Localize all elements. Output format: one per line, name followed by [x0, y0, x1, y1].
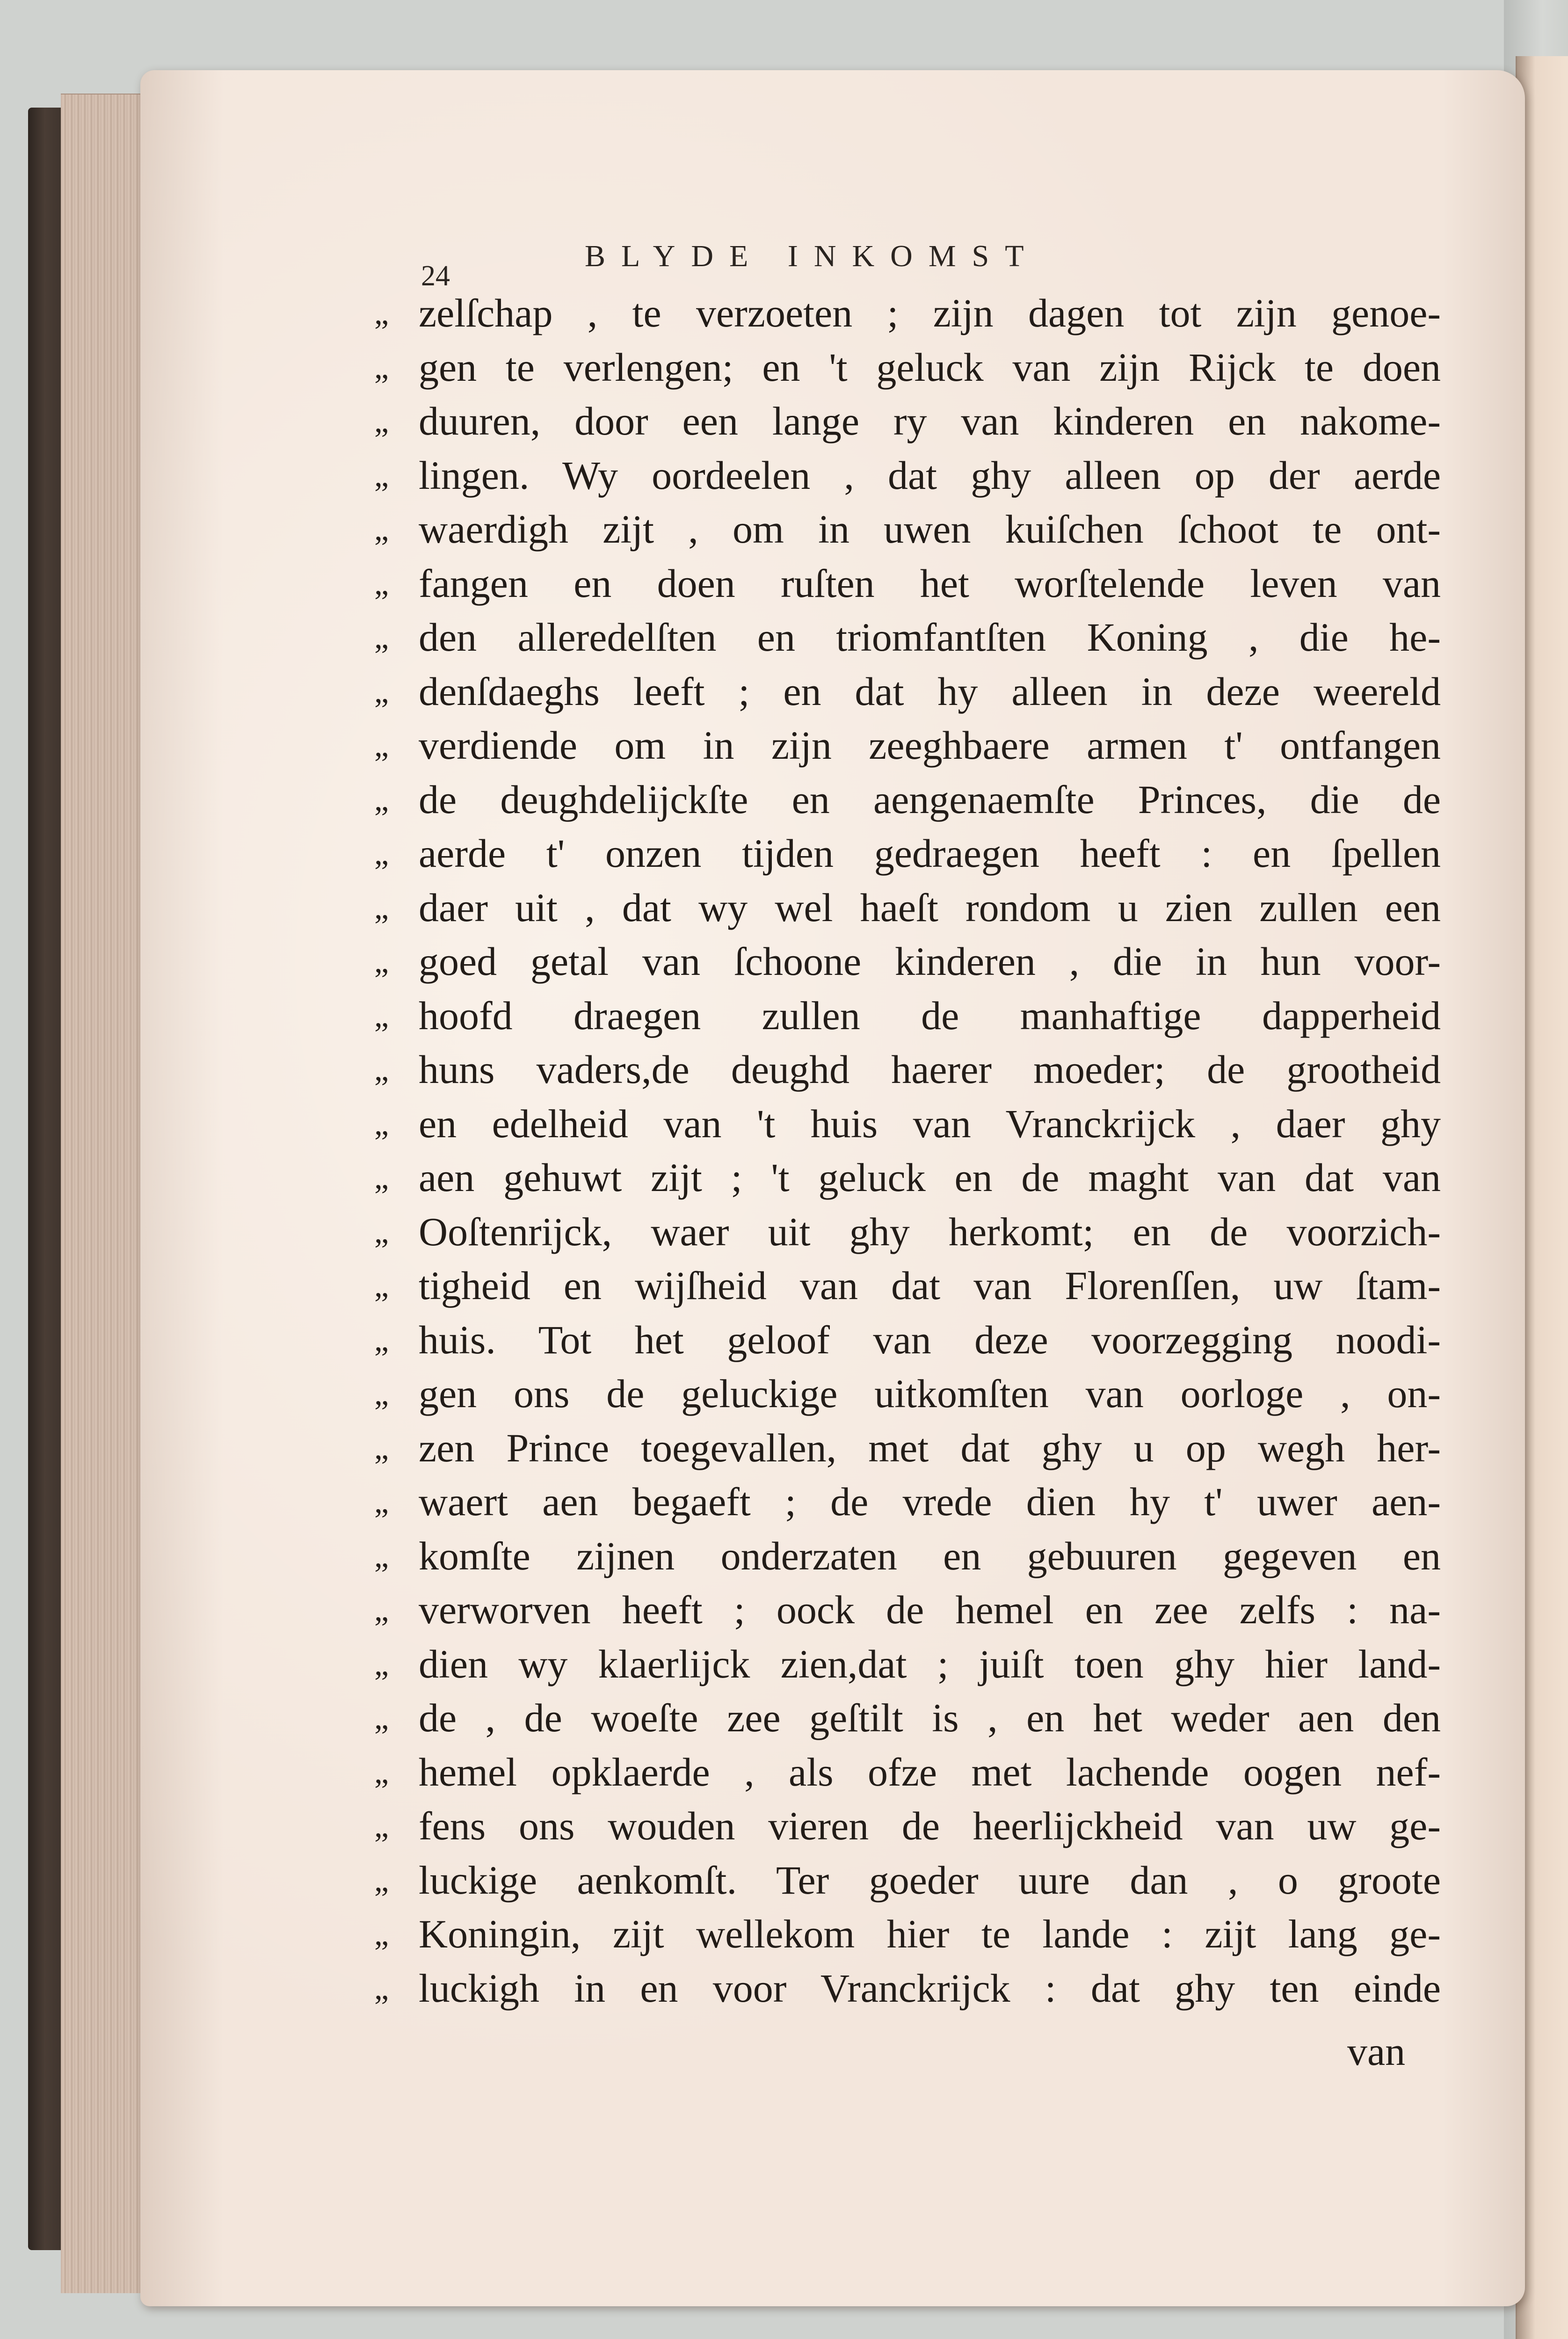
- text-line: [374, 1691, 1441, 1745]
- quotation-mark: „: [374, 1538, 389, 1574]
- line-text: dien wy klaerlijck zien,dat ; juiſt toen ghy hier land-: [419, 1641, 1441, 1686]
- text-line: [374, 610, 1441, 665]
- text-line: [374, 1043, 1441, 1097]
- text-line: [374, 1259, 1441, 1313]
- quotation-mark: „: [374, 295, 389, 331]
- quotation-mark: „: [374, 619, 389, 655]
- line-text: en edelheid van 't huis van Vranckrijck , daer ghy: [419, 1101, 1441, 1146]
- line-text: den alleredelſten en triomfantſten Koning , die he-: [419, 615, 1441, 660]
- line-text: daer uit , dat wy wel haeſt rondom u zien zullen een: [419, 885, 1441, 930]
- line-text: de , de woeſte zee geſtilt is , en het weder aen den: [419, 1695, 1441, 1740]
- quotation-mark: „: [374, 349, 389, 385]
- quotation-mark: „: [374, 1970, 389, 2006]
- text-line: [374, 1583, 1441, 1637]
- quotation-mark: „: [374, 1213, 389, 1250]
- text-line: [374, 1313, 1441, 1367]
- quotation-mark: „: [374, 1268, 389, 1304]
- text-line: [374, 881, 1441, 935]
- quotation-mark: „: [374, 1160, 389, 1196]
- line-text: fangen en doen ruſten het worſtelende leven van: [419, 560, 1441, 606]
- quotation-mark: „: [374, 997, 389, 1034]
- line-text: hoofd draegen zullen de manhaftige dapperheid: [419, 993, 1441, 1038]
- line-text: zen Prince toegevallen, met dat ghy u op wegh her-: [419, 1425, 1441, 1470]
- line-text: lingen. Wy oordeelen , dat ghy alleen op der aerde: [419, 452, 1441, 498]
- text-line: [374, 1151, 1441, 1205]
- quotation-mark: „: [374, 1592, 389, 1628]
- text-line: [374, 1961, 1441, 2016]
- line-text: gen ons de geluckige uitkomſten van oorloge , on-: [419, 1371, 1441, 1416]
- text-line: [374, 1475, 1441, 1529]
- text-line: [374, 557, 1441, 611]
- text-line: [374, 1421, 1441, 1475]
- line-text: waert aen begaeft ; de vrede dien hy t' uwer aen-: [419, 1479, 1441, 1524]
- line-text: de deughdelijckſte en aengenaemſte Princes, die de: [419, 777, 1441, 822]
- text-line: [374, 827, 1441, 881]
- line-text: gen te verlengen; en 't geluck van zijn Rijck te doen: [419, 344, 1441, 390]
- quotation-mark: „: [374, 835, 389, 872]
- line-text: hemel opklaerde , als ofze met lachende oogen nef-: [419, 1749, 1441, 1794]
- line-text: verworven heeft ; oock de hemel en zee zelfs : na-: [419, 1587, 1441, 1632]
- quotation-mark: „: [374, 673, 389, 710]
- quotation-mark: „: [374, 1808, 389, 1844]
- text-line: [374, 935, 1441, 989]
- line-text: Ooſtenrijck, waer uit ghy herkomt; en de voorzich-: [419, 1209, 1441, 1254]
- quotation-mark: „: [374, 1322, 389, 1358]
- quotation-mark: „: [374, 1646, 389, 1682]
- quotation-mark: „: [374, 1754, 389, 1790]
- text-line: [374, 1637, 1441, 1692]
- page-stack-edge: [61, 94, 150, 2293]
- text-line: [374, 773, 1441, 827]
- quotation-mark: „: [374, 457, 389, 494]
- quotation-mark: „: [374, 565, 389, 602]
- quotation-mark: „: [374, 1052, 389, 1088]
- text-line: [374, 1907, 1441, 1961]
- text-line: [374, 286, 1441, 341]
- quotation-mark: „: [374, 1700, 389, 1736]
- text-line: [374, 1853, 1441, 1908]
- quotation-mark: „: [374, 403, 389, 439]
- quotation-mark: „: [374, 781, 389, 818]
- quotation-mark: „: [374, 1430, 389, 1466]
- text-line: [374, 341, 1441, 395]
- text-line: [374, 502, 1441, 557]
- line-text: aerde t' onzen tijden gedraegen heeft : en ſpellen: [419, 831, 1441, 876]
- text-line: [374, 1097, 1441, 1151]
- quotation-mark: „: [374, 1916, 389, 1952]
- line-text: duuren, door een lange ry van kinderen en nakome-: [419, 399, 1441, 443]
- text-line: [374, 1529, 1441, 1584]
- line-text: luckige aenkomſt. Ter goeder uure dan , o groote: [419, 1857, 1441, 1903]
- running-title: BLYDE INKOMST: [585, 239, 1040, 273]
- text-line: [374, 989, 1441, 1043]
- line-text: goed getal van ſchoone kinderen , die in hun voor-: [419, 939, 1441, 984]
- quotation-mark: „: [374, 944, 389, 980]
- line-text: tigheid en wijſheid van dat van Florenſſen, uw ſtam-: [419, 1263, 1441, 1308]
- text-line: [374, 719, 1441, 773]
- quotation-mark: „: [374, 1862, 389, 1898]
- line-text: verdiende om in zijn zeeghbaere armen t' ontfangen: [419, 723, 1441, 768]
- text-line: [374, 665, 1441, 719]
- text-line: [374, 394, 1441, 449]
- text-line: [374, 1745, 1441, 1800]
- quotation-mark: „: [374, 1484, 389, 1520]
- text-line: [374, 1367, 1441, 1421]
- line-text: waerdigh zijt , om in uwen kuiſchen ſchoot te ont-: [419, 507, 1441, 552]
- quotation-mark: „: [374, 1105, 389, 1142]
- text-line: [374, 1205, 1441, 1259]
- line-text: luckigh in en voor Vranckrijck : dat ghy ten einde: [419, 1965, 1441, 2011]
- line-text: denſdaeghs leeft ; en dat hy alleen in deze weereld: [419, 668, 1441, 714]
- catchword: van: [1347, 2029, 1406, 2074]
- line-text: fens ons wouden vieren de heerlijckheid van uw ge-: [419, 1803, 1441, 1848]
- quotation-mark: „: [374, 1376, 389, 1412]
- line-text: huis. Tot het geloof van deze voorzegging noodi-: [419, 1317, 1441, 1362]
- text-line: [374, 1799, 1441, 1853]
- line-text: aen gehuwt zijt ; 't geluck en de maght van dat van: [419, 1155, 1441, 1200]
- line-text: Koningin, zijt wellekom hier te lande : zijt lang ge-: [419, 1911, 1441, 1956]
- quotation-mark: „: [374, 511, 389, 547]
- quotation-mark: „: [374, 889, 389, 926]
- text-line: [374, 449, 1441, 503]
- line-text: zelſchap , te verzoeten ; zijn dagen tot zijn genoe-: [419, 291, 1441, 335]
- line-text: komſte zijnen onderzaten en gebuuren gegeven en: [419, 1533, 1441, 1578]
- body-text: [374, 286, 1441, 2015]
- quotation-mark: „: [374, 727, 389, 763]
- line-text: huns vaders,de deughd haerer moeder; de grootheid: [419, 1047, 1441, 1092]
- page-number: 24: [421, 260, 450, 292]
